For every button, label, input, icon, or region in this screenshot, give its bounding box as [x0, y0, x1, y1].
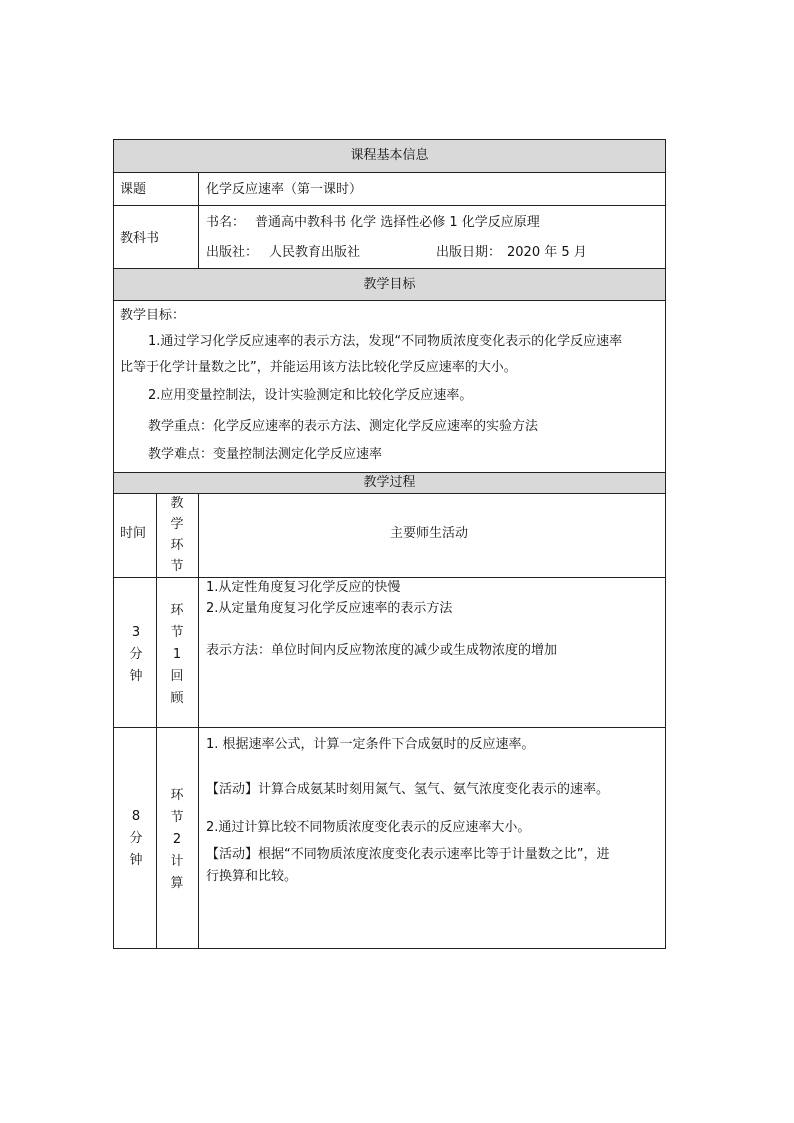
lesson-plan-table [113, 139, 666, 949]
row-1-line-3: 表示方法：单位时间内反应物浓度的减少或生成物浓度的增加 [206, 643, 558, 658]
row-2-line-1: 1. 根据速率公式，计算一定条件下合成氨时的反应速率。 [206, 737, 535, 752]
row-2-time-char: 钟 [129, 853, 143, 868]
row-2-stage-char: 节 [170, 810, 184, 825]
goal-1-line-1: 1.通过学习化学反应速率的表示方法，发现“不同物质浓度变化表示的化学反应速率 [148, 334, 623, 349]
row-1-time [116, 622, 156, 688]
key-point: 教学重点：化学反应速率的表示方法、测定化学反应速率的实验方法 [148, 419, 539, 434]
row-2-stage [157, 785, 197, 895]
pub-date-label: 出版日期： [436, 245, 502, 260]
col-stage-char: 学 [170, 517, 184, 532]
pub-date-value: 2020 年 5 月 [507, 245, 587, 260]
topic-value: 化学反应速率（第一课时） [206, 182, 363, 197]
row-2-time-char: 分 [129, 831, 143, 846]
objectives-intro: 教学目标： [120, 308, 186, 323]
row-1-line-2: 2.从定量角度复习化学反应速率的表示方法 [206, 601, 453, 616]
row-2-line-3: 2.通过计算比较不同物质浓度变化表示的反应速率大小。 [206, 820, 531, 835]
row-1-stage-char: 1 [172, 647, 182, 662]
book-name-value: 普通高中教科书 化学 选择性必修 1 化学反应原理 [255, 215, 540, 230]
col-stage-char: 教 [170, 496, 184, 511]
row-2-stage-char: 计 [170, 854, 184, 869]
row-2-time [116, 806, 156, 872]
course-info-header: 课程基本信息 [114, 140, 665, 172]
col-stage-char: 节 [170, 559, 184, 574]
publisher-label: 出版社： [206, 245, 259, 260]
row-1-time-char: 钟 [129, 669, 143, 684]
row-2-stage-char: 2 [172, 832, 182, 847]
row-2-line-5: 行换算和比较。 [206, 869, 298, 884]
row-1-time-char: 3 [131, 625, 141, 640]
row-2-line-4: 【活动】根据“不同物质浓度浓度变化表示速率比等于计量数之比”，进 [206, 847, 610, 862]
goal-1-line-2: 比等于化学计量数之比”，并能运用该方法比较化学反应速率的大小。 [120, 360, 517, 375]
row-2-stage-char: 环 [170, 788, 184, 803]
row-2-stage-char: 算 [170, 876, 184, 891]
row-1-time-char: 分 [129, 647, 143, 662]
col-stage-char: 环 [170, 538, 184, 553]
row-1-stage-char: 回 [170, 669, 184, 684]
row-1-stage-char: 环 [170, 603, 184, 618]
book-name-label: 书名： [206, 215, 246, 230]
col-time-header: 时间 [120, 526, 147, 541]
row-1-stage-char: 顾 [170, 691, 184, 706]
textbook-label: 教科书 [120, 231, 160, 246]
topic-label: 课题 [120, 182, 147, 197]
col-stage-header [157, 493, 197, 577]
col-activity-header: 主要师生活动 [390, 526, 469, 541]
publisher-value: 人民教育出版社 [269, 245, 361, 260]
process-header: 教学过程 [114, 473, 665, 493]
row-1-stage-char: 节 [170, 625, 184, 640]
row-1-stage [157, 600, 197, 710]
goal-2: 2.应用变量控制法，设计实验测定和比较化学反应速率。 [148, 388, 473, 403]
row-1-line-1: 1.从定性角度复习化学反应的快慢 [206, 580, 401, 595]
row-2-time-char: 8 [131, 809, 141, 824]
row-2-line-2: 【活动】计算合成氨某时刻用氮气、氢气、氨气浓度变化表示的速率。 [206, 782, 610, 797]
difficulty-point: 教学难点：变量控制法测定化学反应速率 [148, 447, 383, 462]
objectives-header: 教学目标 [114, 269, 665, 300]
